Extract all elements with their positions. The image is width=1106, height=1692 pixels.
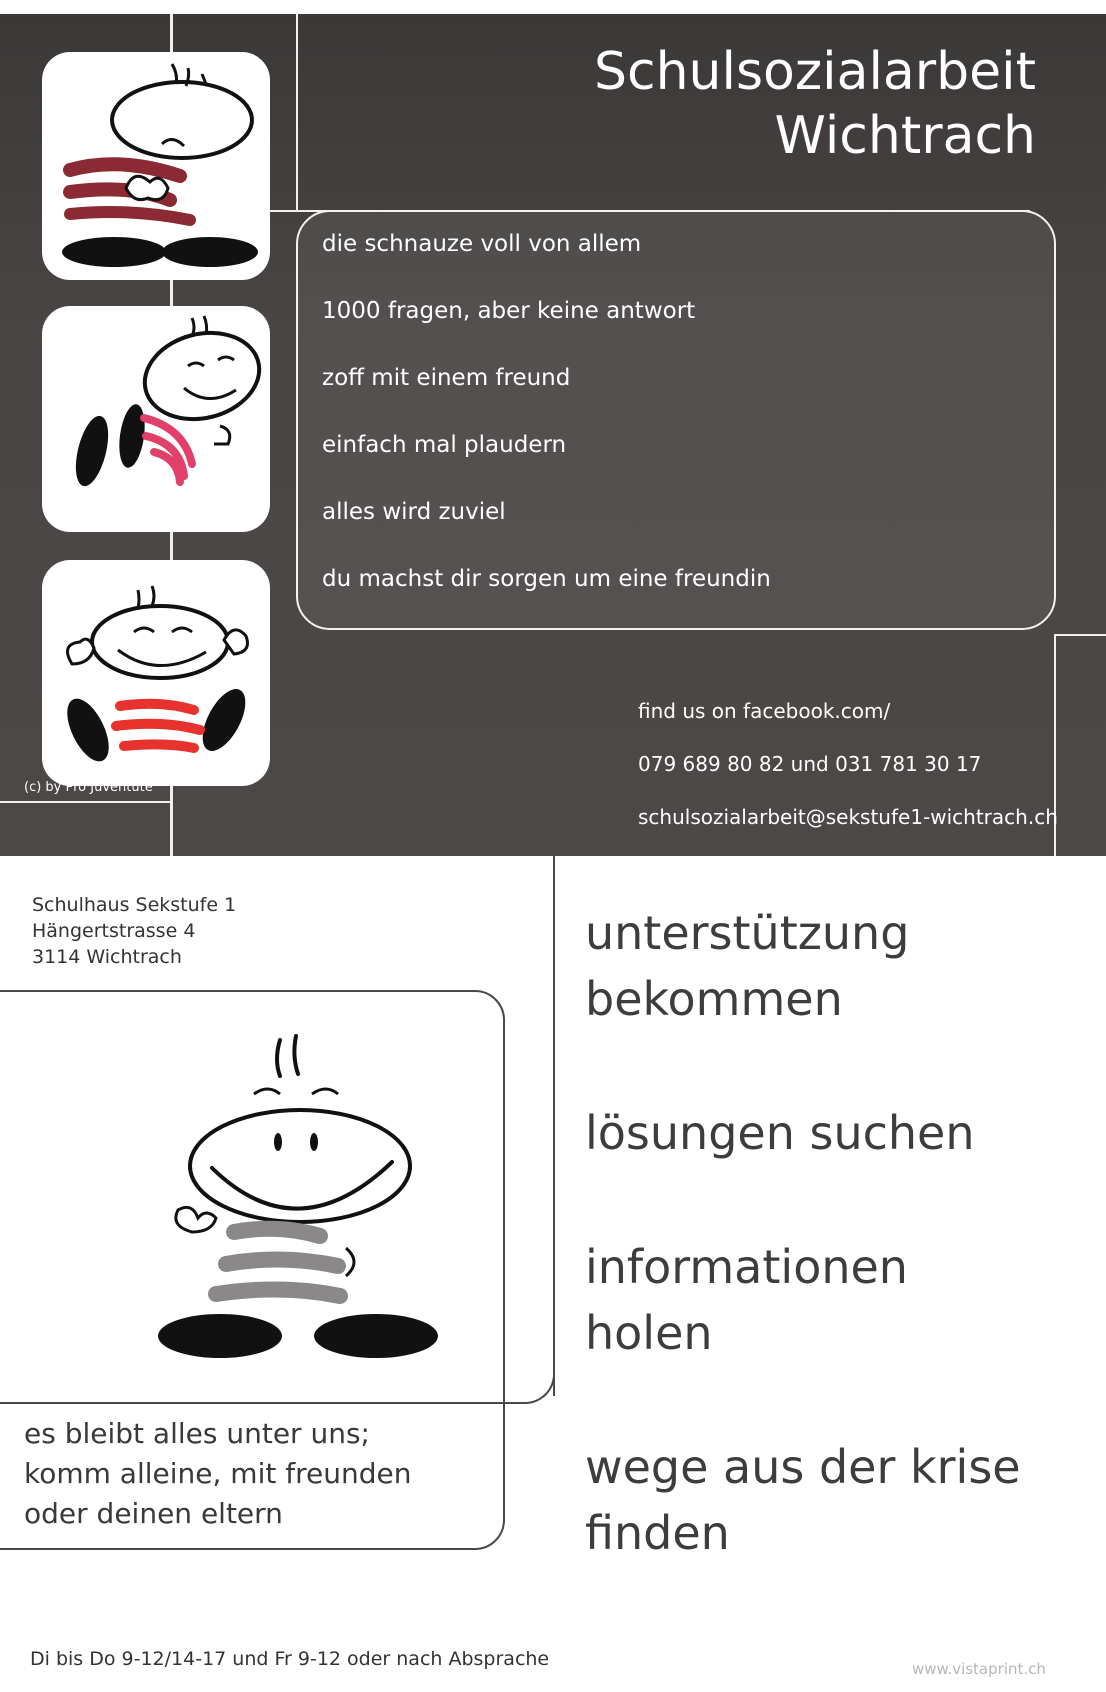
question-item: zoff mit einem freund xyxy=(322,365,571,391)
address-block xyxy=(32,892,236,970)
slogan-item xyxy=(585,1100,1021,1166)
motto-block xyxy=(24,1414,411,1534)
facebook-link[interactable]: find us on facebook.com/ xyxy=(638,699,891,723)
slogan-item xyxy=(585,900,1021,1032)
address-line-1: Schulhaus Sekstufe 1 xyxy=(32,894,237,916)
address-line-3: 3114 Wichtrach xyxy=(32,946,182,968)
motto-line-2: komm alleine, mit freunden xyxy=(24,1457,412,1490)
email-link[interactable]: schulsozialarbeit@sekstufe1-wichtrach.ch xyxy=(638,805,1058,829)
address-line-2: Hängertstrasse 4 xyxy=(32,920,196,942)
question-list xyxy=(322,224,771,626)
mascot-3-icon xyxy=(42,560,270,786)
slogan-list xyxy=(585,900,1021,1634)
slogan-line: finden xyxy=(585,1506,730,1560)
page-title xyxy=(594,40,1036,168)
mascot-tile-1 xyxy=(42,52,270,280)
slogan-line: bekommen xyxy=(585,972,843,1026)
mascot-1-icon xyxy=(42,52,270,280)
question-panel xyxy=(296,210,1056,630)
slogan-line: wege aus der krise xyxy=(585,1440,1021,1494)
title-line-1: Schulsozialarbeit xyxy=(594,42,1036,102)
mascot-tile-3 xyxy=(42,560,270,786)
slogan-item xyxy=(585,1234,1021,1366)
question-item: einfach mal plaudern xyxy=(322,432,567,458)
slogan-line: holen xyxy=(585,1306,713,1360)
phone-numbers: 079 689 80 82 und 031 781 30 17 xyxy=(638,752,982,776)
question-item: die schnauze voll von allem xyxy=(322,231,642,257)
title-line-2: Wichtrach xyxy=(774,106,1036,166)
question-item: du machst dir sorgen um eine freundin xyxy=(322,566,771,592)
frame-line-horizontal-lower xyxy=(1056,634,1106,636)
mascot-2-icon xyxy=(42,306,270,532)
mascot-tile-2 xyxy=(42,306,270,532)
slogan-line: unterstützung xyxy=(585,906,910,960)
frame-line-vertical-inner xyxy=(296,14,298,210)
question-item: alles wird zuviel xyxy=(322,499,506,525)
flyer-top-card xyxy=(0,14,1106,856)
motto-line-1: es bleibt alles unter uns; xyxy=(24,1417,370,1450)
mascot-large-icon xyxy=(150,1018,450,1378)
divider-vertical xyxy=(553,856,555,1396)
opening-hours: Di bis Do 9-12/14-17 und Fr 9-12 oder nach Absprache xyxy=(30,1648,550,1670)
frame-line-bottom-left xyxy=(0,801,170,803)
slogan-line: informationen xyxy=(585,1240,908,1294)
contact-block xyxy=(638,696,1058,855)
copyright-note: (c) by Pro Juventute xyxy=(24,780,153,795)
motto-line-3: oder deinen eltern xyxy=(24,1497,283,1530)
question-item: 1000 fragen, aber keine antwort xyxy=(322,298,696,324)
slogan-line: lösungen suchen xyxy=(585,1106,975,1160)
mascot-frame-divider xyxy=(0,1402,505,1404)
slogan-item xyxy=(585,1434,1021,1566)
printer-credit: www.vistaprint.ch xyxy=(912,1660,1046,1678)
